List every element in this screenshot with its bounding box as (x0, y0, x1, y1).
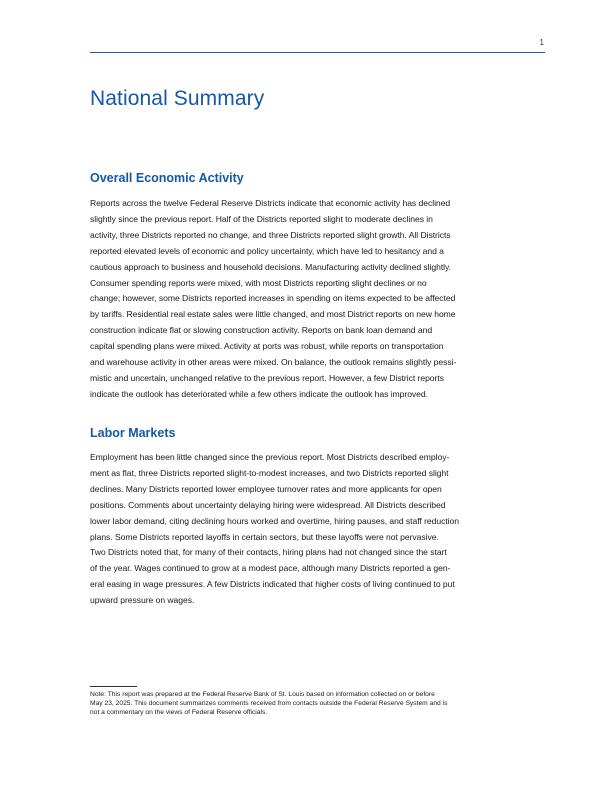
text-line: eral easing in wage pressures. A few Districts indicated that higher costs of living continued to put (90, 579, 455, 590)
text-line: indicate the outlook has deteriorated while a few others indicate the outlook has improved. (90, 388, 428, 399)
page-number: 1 (539, 38, 544, 47)
text-line: upward pressure on wages. (90, 595, 195, 606)
section-heading-labor-markets: Labor Markets (90, 426, 176, 440)
text-line: ment as flat, three Districts reported slight-to-modest increases, and two Districts reported slight (90, 467, 449, 478)
text-line: of the year. Wages continued to grow at a modest pace, although many Districts reported a gen- (90, 563, 451, 574)
text-line: cautious approach to business and household decisions. Manufacturing activity declined slightly. (90, 261, 451, 272)
text-line: Employment has been little changed since the previous report. Most Districts described employ- (90, 452, 450, 462)
text-line: declines. Many Districts reported lower employee turnover rates and more applicants for open (90, 483, 442, 494)
text-line: Reports across the twelve Federal Reserve Districts indicate that economic activity has declined (90, 198, 451, 208)
header-rule (90, 52, 545, 53)
section-body-labor-markets (90, 450, 526, 609)
section-heading-overall-economic-activity: Overall Economic Activity (90, 171, 244, 185)
text-line: Two Districts noted that, for many of their contacts, hiring plans had not changed since the start (90, 547, 447, 558)
text-line: by tariffs. Residential real estate sales were little changed, and most District reports on new home (90, 309, 456, 320)
text-line: plans. Some Districts reported layoffs in certain sectors, but these layoffs were not pervasive. (90, 531, 439, 542)
text-line: slightly since the previous report. Half of the Districts reported slight to moderate declines in (90, 213, 433, 224)
footnote (90, 690, 530, 717)
text-line: Consumer spending reports were mixed, with most Districts reporting slight declines or no (90, 277, 427, 288)
section-body-overall-economic-activity (90, 196, 526, 403)
text-line: May 23, 2025. This document summarizes comments received from contacts outside the Federal Reserve System and is (90, 700, 448, 707)
text-line: Note: This report was prepared at the Federal Reserve Bank of St. Louis based on information collected on or before (90, 691, 435, 698)
text-line: change; however, some Districts reported increases in spending on items expected to be affected (90, 293, 456, 304)
text-line: lower labor demand, citing declining hours worked and overtime, hiring pauses, and staff reduction (90, 515, 459, 526)
text-line: construction indicate flat or slowing construction activity. Reports on bank loan demand and (90, 325, 433, 336)
text-line: mistic and uncertain, unchanged relative to the previous report. However, a few District reports (90, 372, 444, 383)
text-line: not a commentary on the views of Federal Reserve officials. (90, 709, 268, 716)
text-line: reported elevated levels of economic and policy uncertainty, which have led to hesitancy and a (90, 245, 444, 256)
footnote-rule (90, 686, 137, 687)
text-line: positions. Comments about uncertainty delaying hiring were widespread. All Districts described (90, 499, 446, 510)
page-title: National Summary (90, 87, 265, 110)
text-line: activity, three Districts reported no change, and three Districts reported slight growth. All Districts (90, 229, 451, 240)
text-line: capital spending plans were mixed. Activity at ports was robust, while reports on transportation (90, 341, 444, 352)
text-line: and warehouse activity in other areas were mixed. On balance, the outlook remains slightly pessi- (90, 357, 457, 368)
